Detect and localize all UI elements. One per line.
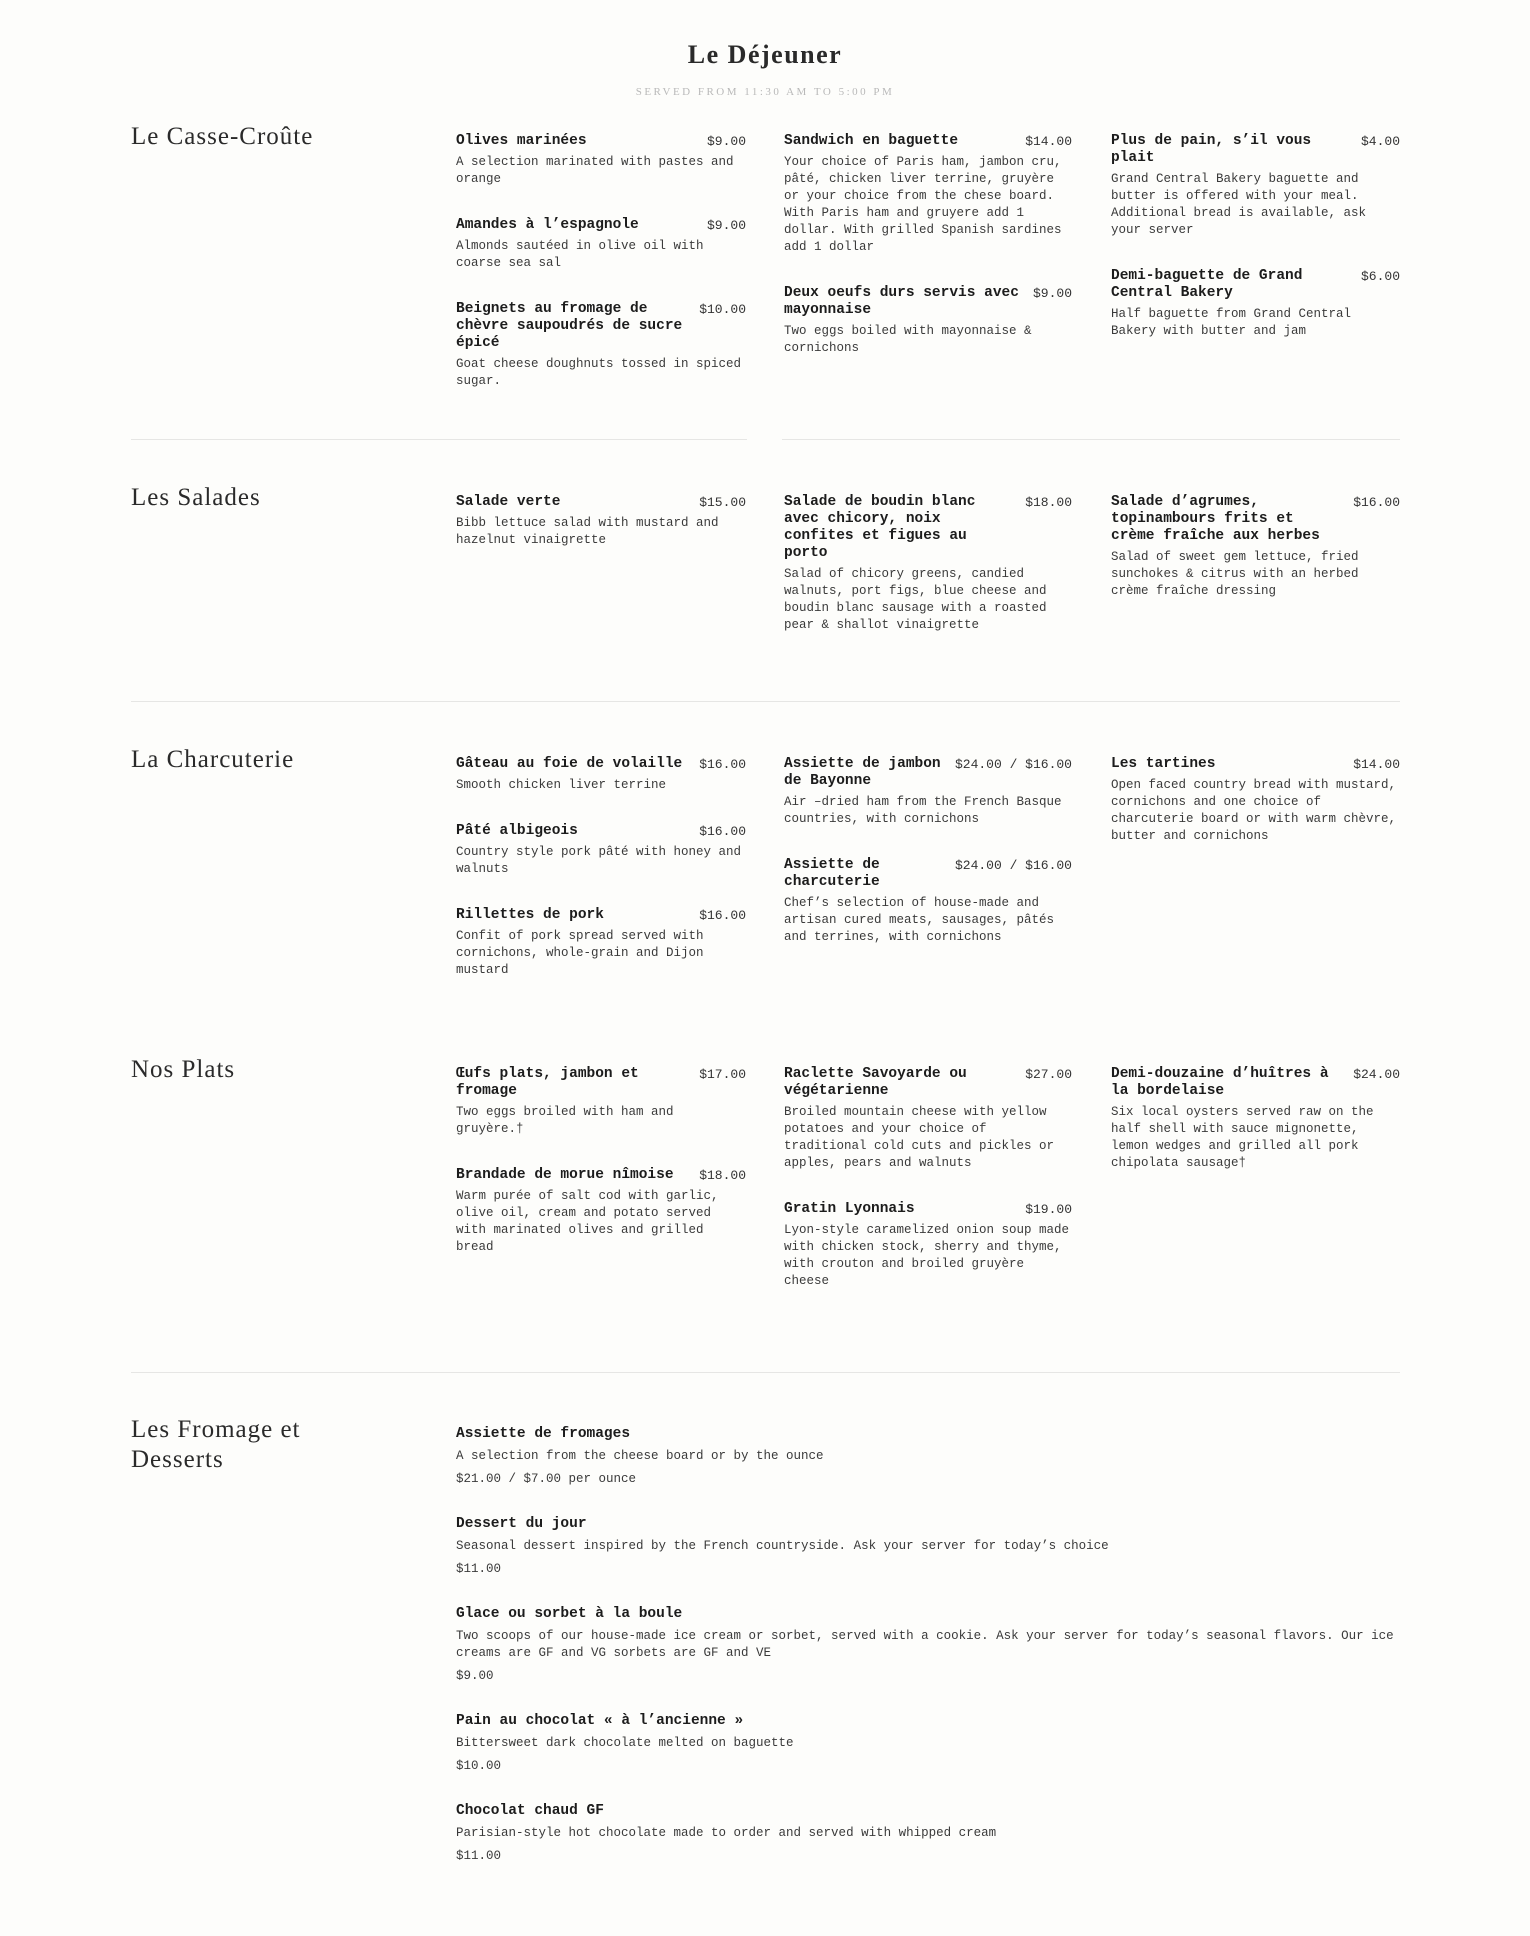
menu-item xyxy=(456,1167,746,1256)
item-name: Pain au chocolat « à l’ancienne » xyxy=(456,1713,744,1729)
item-name: Pâté albigeois xyxy=(456,823,578,839)
item-description: Salad of chicory greens, candied walnuts, port figs, blue cheese and boudin blanc sausage with a roasted pear & shallot vinaigrette xyxy=(784,567,1047,632)
item-name: Salade de boudin blanc avec chicory, noix confites et figues au porto xyxy=(784,494,976,561)
item-description: Almonds sautéed in olive oil with coarse sea sal xyxy=(456,239,704,270)
item-name: Dessert du jour xyxy=(456,1516,587,1532)
item-price: $24.00 xyxy=(1353,1067,1400,1082)
page-title: Le Déjeuner xyxy=(687,40,843,69)
item-price: $18.00 xyxy=(699,1168,746,1183)
item-description: Smooth chicken liver terrine xyxy=(456,778,667,792)
item-price: $11.00 xyxy=(456,1849,502,1863)
item-price: $9.00 xyxy=(706,134,746,149)
menu-item xyxy=(784,756,1072,828)
item-name: Glace ou sorbet à la boule xyxy=(456,1606,683,1622)
menu-column xyxy=(784,1066,1072,1319)
item-name: Demi-baguette de Grand Central Bakery xyxy=(1111,268,1303,301)
item-name: Les tartines xyxy=(1111,756,1216,772)
menu-item xyxy=(456,756,746,794)
item-description: Two scoops of our house-made ice cream or sorbet, served with a cookie. Ask your server for today’s seasonal flavors. Our ice creams are GF and VG sorbets are GF and VE xyxy=(456,1629,1394,1660)
menu-column xyxy=(456,494,746,578)
menu-item xyxy=(456,1426,1400,1488)
item-description: Salad of sweet gem lettuce, fried sunchokes & citrus with an herbed crème fraîche dressing xyxy=(1111,550,1359,598)
menu-item xyxy=(1111,756,1400,845)
item-description: Warm purée of salt cod with garlic, olive oil, cream and potato served with marinated olives and grilled bread xyxy=(456,1189,719,1254)
item-name: Raclette Savoyarde ou végétarienne xyxy=(784,1066,967,1099)
menu-column xyxy=(456,1426,1400,1893)
menu-column xyxy=(1111,133,1400,369)
item-description: A selection marinated with pastes and orange xyxy=(456,155,734,186)
service-hours: SERVED FROM 11:30 AM TO 5:00 PM xyxy=(635,86,895,98)
menu-column xyxy=(456,1066,746,1285)
item-name: Assiette de fromages xyxy=(456,1426,631,1442)
item-description: Open faced country bread with mustard, cornichons and one choice of charcuterie board or with warm chèvre, butter and cornichons xyxy=(1111,778,1397,843)
item-description: Confit of pork spread served with cornichons, whole-grain and Dijon mustard xyxy=(456,929,704,977)
section-divider xyxy=(131,701,1400,702)
menu-item xyxy=(784,857,1072,946)
item-price: $10.00 xyxy=(456,1759,502,1773)
item-price: $24.00 / $16.00 xyxy=(954,757,1072,772)
menu-column xyxy=(784,494,1072,663)
item-price: $19.00 xyxy=(1025,1202,1072,1217)
menu-item xyxy=(456,907,746,979)
item-price: $27.00 xyxy=(1025,1067,1072,1082)
item-price: $9.00 xyxy=(706,218,746,233)
item-name: Olives marinées xyxy=(456,133,587,149)
item-description: Air –dried ham from the French Basque countries, with cornichons xyxy=(784,795,1062,826)
item-name: Rillettes de pork xyxy=(456,907,604,923)
menu-item xyxy=(456,494,746,549)
item-price: $15.00 xyxy=(699,495,746,510)
item-name: Assiette de charcuterie xyxy=(784,857,880,890)
item-price: $16.00 xyxy=(699,824,746,839)
menu-item xyxy=(456,133,746,188)
item-price: $9.00 xyxy=(1032,286,1072,301)
item-price: $9.00 xyxy=(456,1669,494,1683)
menu-item xyxy=(456,1516,1400,1578)
item-price: $17.00 xyxy=(699,1067,746,1082)
item-name: Gâteau au foie de volaille xyxy=(456,756,683,772)
menu-item xyxy=(456,217,746,272)
item-description: Broiled mountain cheese with yellow potatoes and your choice of traditional cold cuts and pickles or apples, pears and walnuts xyxy=(784,1105,1055,1170)
item-description: Chef’s selection of house-made and artisan cured meats, sausages, pâtés and terrines, with cornichons xyxy=(784,896,1055,944)
item-description: Half baguette from Grand Central Bakery with butter and jam xyxy=(1111,307,1352,338)
section-title: Les Fromage et Desserts xyxy=(131,1416,301,1473)
item-price: $6.00 xyxy=(1360,269,1400,284)
item-description: Six local oysters served raw on the half shell with sauce mignonette, lemon wedges and grilled all pork chipolata sausage† xyxy=(1111,1105,1374,1170)
section-divider xyxy=(131,1372,1400,1373)
item-description: Two eggs boiled with mayonnaise & cornichons xyxy=(784,324,1032,355)
item-name: Gratin Lyonnais xyxy=(784,1201,915,1217)
item-price: $16.00 xyxy=(699,908,746,923)
item-name: Assiette de jambon de Bayonne xyxy=(784,756,941,789)
menu-item xyxy=(1111,133,1400,239)
item-name: Beignets au fromage de chèvre saupoudrés de sucre épicé xyxy=(456,301,683,351)
section-divider xyxy=(782,439,1400,440)
item-name: Plus de pain, s’il vous plait xyxy=(1111,133,1312,166)
menu-item xyxy=(456,1066,746,1138)
item-price: $14.00 xyxy=(1353,757,1400,772)
item-description: Your choice of Paris ham, jambon cru, pâté, chicken liver terrine, gruyère or your choice from the chese board. With Paris ham and gruyere add 1 dollar. With grilled Spanish sardines add 1 dollar xyxy=(784,155,1062,254)
item-description: Seasonal dessert inspired by the French countryside. Ask your server for today’s choice xyxy=(456,1539,1109,1553)
item-name: Salade d’agrumes, topinambours frits et crème fraîche aux herbes xyxy=(1111,494,1320,544)
item-price: $11.00 xyxy=(456,1562,502,1576)
item-price: $4.00 xyxy=(1360,134,1400,149)
section-title: La Charcuterie xyxy=(131,746,295,773)
menu-item xyxy=(1111,1066,1400,1172)
menu-item xyxy=(784,133,1072,256)
item-description: A selection from the cheese board or by the ounce xyxy=(456,1449,824,1463)
menu-column xyxy=(784,133,1072,386)
section-divider xyxy=(131,439,747,440)
item-description: Two eggs broiled with ham and gruyère.† xyxy=(456,1105,674,1136)
item-name: Œufs plats, jambon et fromage xyxy=(456,1066,639,1099)
menu-item xyxy=(1111,494,1400,600)
section-title: Les Salades xyxy=(131,484,261,511)
item-name: Demi-douzaine d’huîtres à la bordelaise xyxy=(1111,1066,1329,1099)
menu-item xyxy=(456,823,746,878)
menu-column xyxy=(456,756,746,1008)
item-description: Goat cheese doughnuts tossed in spiced sugar. xyxy=(456,357,742,388)
menu-item xyxy=(456,1803,1400,1865)
menu-column xyxy=(1111,756,1400,874)
item-name: Chocolat chaud GF xyxy=(456,1803,604,1819)
menu-item xyxy=(784,285,1072,357)
item-name: Deux oeufs durs servis avec mayonnaise xyxy=(784,285,1019,318)
item-name: Sandwich en baguette xyxy=(784,133,959,149)
item-description: Grand Central Bakery baguette and butter is offered with your meal. Additional bread is available, ask your server xyxy=(1111,172,1367,237)
item-price: $18.00 xyxy=(1025,495,1072,510)
menu-column xyxy=(784,756,1072,975)
item-description: Lyon-style caramelized onion soup made with chicken stock, sherry and thyme, with crouton and broiled gruyère cheese xyxy=(784,1223,1070,1288)
item-name: Amandes à l’espagnole xyxy=(456,217,639,233)
menu-item xyxy=(784,1201,1072,1290)
item-price: $10.00 xyxy=(699,302,746,317)
menu-item xyxy=(784,1066,1072,1172)
item-name: Salade verte xyxy=(456,494,561,510)
section-title: Le Casse-Croûte xyxy=(131,123,314,150)
item-description: Bibb lettuce salad with mustard and hazelnut vinaigrette xyxy=(456,516,719,547)
menu-column xyxy=(456,133,746,419)
item-price: $21.00 / $7.00 per ounce xyxy=(456,1472,637,1486)
menu-item xyxy=(456,301,746,390)
menu-header xyxy=(0,40,1530,98)
item-description: Bittersweet dark chocolate melted on baguette xyxy=(456,1736,794,1750)
item-price: $14.00 xyxy=(1025,134,1072,149)
menu-column xyxy=(1111,494,1400,629)
menu-item xyxy=(456,1606,1400,1685)
section-title: Nos Plats xyxy=(131,1056,236,1083)
item-description: Parisian-style hot chocolate made to order and served with whipped cream xyxy=(456,1826,997,1840)
menu-item xyxy=(784,494,1072,634)
menu-column xyxy=(1111,1066,1400,1201)
item-price: $24.00 / $16.00 xyxy=(954,858,1072,873)
item-name: Brandade de morue nîmoise xyxy=(456,1167,674,1183)
item-price: $16.00 xyxy=(699,757,746,772)
menu-item xyxy=(1111,268,1400,340)
item-price: $16.00 xyxy=(1353,495,1400,510)
item-description: Country style pork pâté with honey and walnuts xyxy=(456,845,742,876)
menu-item xyxy=(456,1713,1400,1775)
